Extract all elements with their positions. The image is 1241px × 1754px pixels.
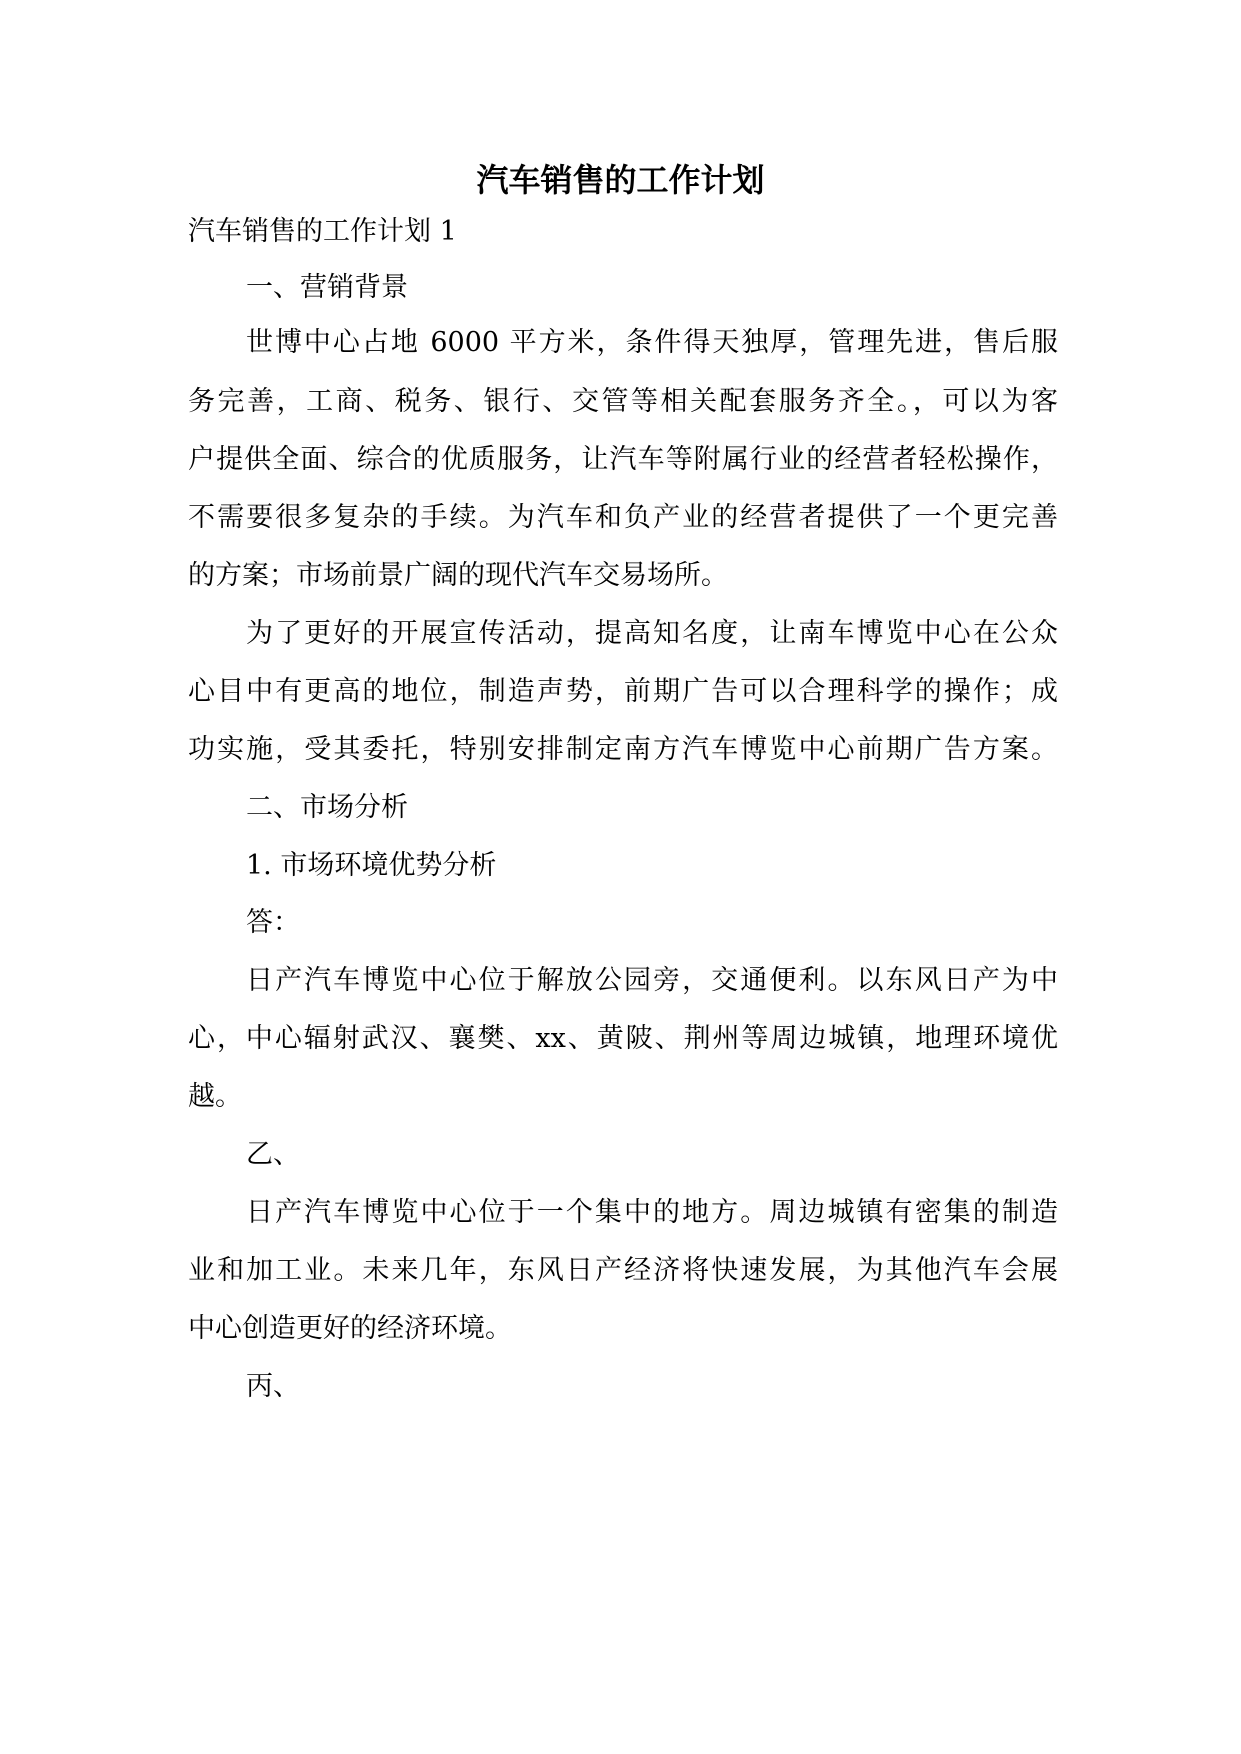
paragraph-line: 心，中心辐射武汉、襄樊、xx、黄陂、荆州等周边城镇，地理环境优	[188, 1023, 1058, 1054]
document-title: 汽车销售的工作计划	[476, 161, 765, 199]
paragraph-line: 心目中有更高的地位，制造声势，前期广告可以合理科学的操作；成	[188, 676, 1058, 707]
paragraph-line: 为了更好的开展宣传活动，提高知名度，让南车博览中心在公众	[246, 618, 1058, 649]
paragraph-line: 的方案；市场前景广阔的现代汽车交易场所。	[188, 560, 728, 591]
section-heading-market-analysis: 二、市场分析	[246, 792, 408, 823]
section-heading-marketing-background: 一、营销背景	[246, 272, 408, 303]
list-marker: 丙、	[246, 1371, 300, 1402]
section-heading-plan-1: 汽车销售的工作计划 1	[188, 216, 457, 247]
paragraph-line: 日产汽车博览中心位于一个集中的地方。周边城镇有密集的制造	[246, 1197, 1058, 1228]
paragraph-line: 越。	[188, 1081, 242, 1112]
paragraph-line: 中心创造更好的经济环境。	[188, 1313, 512, 1344]
paragraph-line: 业和加工业。未来几年，东风日产经济将快速发展，为其他汽车会展	[188, 1255, 1058, 1286]
paragraph-line: 世博中心占地 6000 平方米，条件得天独厚，管理先进，售后服	[246, 327, 1058, 358]
list-marker: 乙、	[246, 1139, 300, 1170]
paragraph-line: 不需要很多复杂的手续。为汽车和负产业的经营者提供了一个更完善	[188, 502, 1058, 533]
answer-label: 答：	[246, 907, 300, 938]
paragraph-line: 务完善，工商、税务、银行、交管等相关配套服务齐全。，可以为客	[188, 386, 1058, 417]
paragraph-line: 日产汽车博览中心位于解放公园旁，交通便利。以东风日产为中	[246, 965, 1058, 996]
paragraph-line: 户提供全面、综合的优质服务，让汽车等附属行业的经营者轻松操作，	[188, 444, 1058, 475]
paragraph-line: 功实施，受其委托，特别安排制定南方汽车博览中心前期广告方案。	[188, 734, 1058, 765]
subsection-heading: 1. 市场环境优势分析	[246, 850, 497, 881]
